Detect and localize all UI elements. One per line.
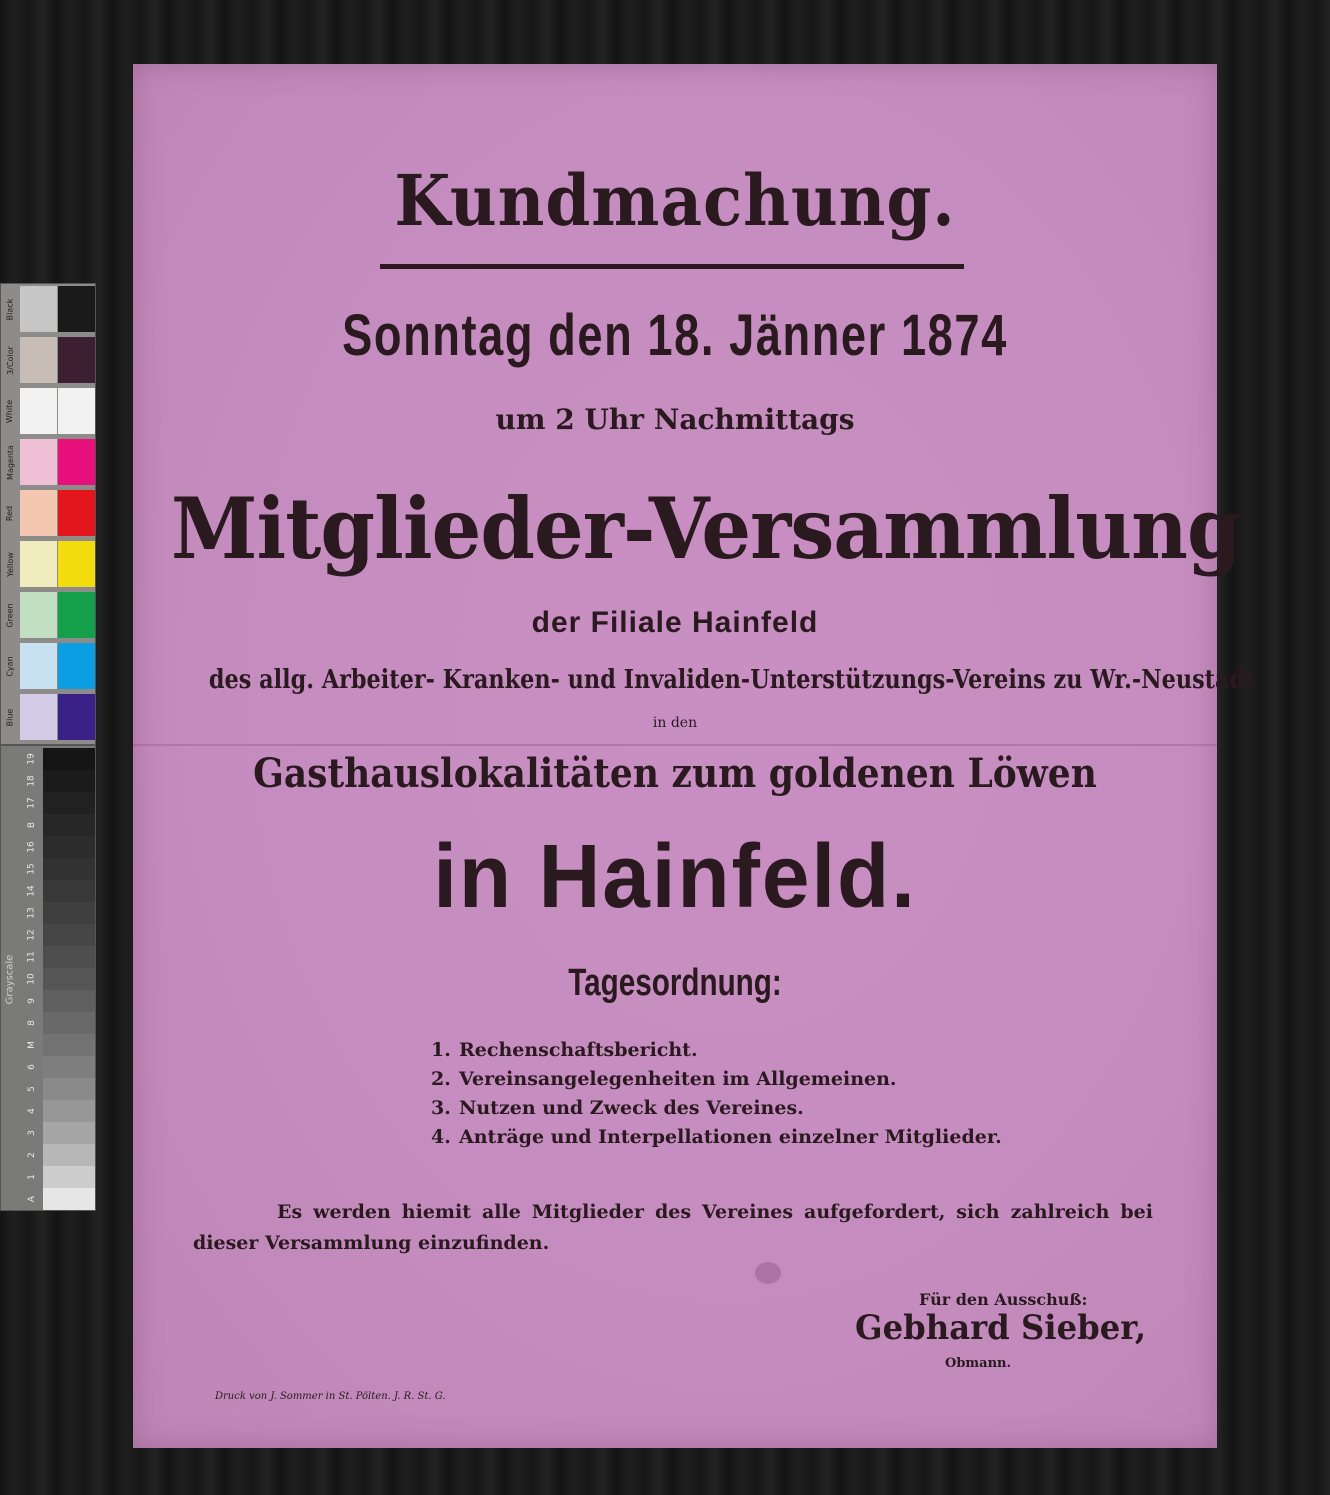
gray-step-number <box>23 1144 41 1166</box>
gray-step-number-text: 12 <box>26 929 37 941</box>
color-patch-label-text: Yellow <box>5 551 15 577</box>
color-patch-tint <box>20 439 57 485</box>
gray-step <box>43 792 95 814</box>
color-calibration-chart <box>0 283 96 745</box>
agenda-item-number: 2. <box>431 1068 451 1090</box>
color-patch-label <box>1 590 19 640</box>
color-patch-row <box>1 386 97 436</box>
call-to-members: Es werden hiemit alle Mitglieder des Vereines aufgefordert, sich zahlreich bei dieser Versammlung einzufinden. <box>193 1201 1153 1254</box>
gray-step <box>43 814 95 836</box>
gray-step <box>43 1034 95 1056</box>
agenda-item <box>431 1126 1002 1155</box>
gray-step <box>43 924 95 946</box>
paper-stain <box>755 1262 781 1284</box>
venue-name: Gasthauslokalitäten zum goldenen Löwen <box>253 750 1097 797</box>
agenda-item <box>431 1097 991 1126</box>
meeting-time: um 2 Uhr Nachmittags <box>495 403 855 436</box>
gray-step-number <box>23 1034 41 1056</box>
color-patch-tint <box>20 592 57 638</box>
branch-name: der Filiale Hainfeld <box>531 606 819 639</box>
agenda-item-text: Anträge und Interpellationen einzelner Mitglieder. <box>459 1126 1002 1148</box>
gray-step-number-text: 6 <box>26 1064 37 1070</box>
gray-step-number <box>23 836 41 858</box>
gray-step-number <box>23 1188 41 1210</box>
gray-step-number-text: 8 <box>26 1020 37 1026</box>
gray-step <box>43 1166 95 1188</box>
color-patch-label-text: White <box>5 399 15 423</box>
color-patch-solid <box>58 592 95 638</box>
place-name: in Hainfeld. <box>433 827 917 927</box>
color-patch-label <box>1 437 19 487</box>
color-patch-solid <box>58 439 95 485</box>
gray-step-number-text: 1 <box>26 1174 37 1180</box>
agenda-item-text: Rechenschaftsbericht. <box>459 1039 698 1061</box>
gray-step-number <box>23 880 41 902</box>
agenda-item-number: 3. <box>431 1097 451 1119</box>
color-patch-label <box>1 284 19 334</box>
gray-step-number <box>23 1012 41 1034</box>
color-patch-row <box>1 284 97 334</box>
printer-imprint: Druck von J. Sommer in St. Pölten. J. R. St. G. <box>215 1391 446 1402</box>
gray-step <box>43 1122 95 1144</box>
paper-fold-line <box>133 744 1217 746</box>
agenda-item-number: 4. <box>431 1126 451 1148</box>
color-patch-label <box>1 692 19 742</box>
gray-step-number <box>23 902 41 924</box>
title-underline-rule <box>380 264 964 269</box>
gray-step-number-text: 15 <box>26 863 37 875</box>
agenda-item <box>431 1039 991 1068</box>
color-patch-tint <box>20 541 57 587</box>
gray-step <box>43 858 95 880</box>
gray-step-number <box>23 770 41 792</box>
color-patch-label-text: 3/Color <box>5 345 15 375</box>
gray-step <box>43 1078 95 1100</box>
color-patch-label-text: Magenta <box>5 444 15 480</box>
gray-step-number-text: M <box>26 1041 37 1049</box>
gray-step-number <box>23 1166 41 1188</box>
color-patch-label <box>1 386 19 436</box>
gray-step <box>43 1144 95 1166</box>
color-patch-row <box>1 641 97 691</box>
color-patch-solid <box>58 490 95 536</box>
gray-step-number <box>23 858 41 880</box>
color-patch-label-text: Red <box>5 505 15 521</box>
gray-step <box>43 1056 95 1078</box>
gray-step-number <box>23 1100 41 1122</box>
gray-step-number-text: 2 <box>26 1152 37 1158</box>
gray-step-number <box>23 990 41 1012</box>
color-patch-solid <box>58 286 95 332</box>
gray-step-number <box>23 946 41 968</box>
agenda-heading: Tagesordnung: <box>568 962 782 1004</box>
gray-step-number <box>23 814 41 836</box>
gray-step <box>43 1012 95 1034</box>
agenda-list <box>431 1039 1002 1155</box>
gray-step-number <box>23 968 41 990</box>
gray-step-number-text: 14 <box>26 885 37 897</box>
agenda-item-text: Nutzen und Zweck des Vereines. <box>459 1097 804 1119</box>
color-patch-solid <box>58 388 95 434</box>
gray-step-number-text: 10 <box>26 973 37 985</box>
association-name: des allg. Arbeiter- Kranken- und Invaliden-Unterstützungs-Vereins zu Wr.-Neustadt <box>208 665 1256 695</box>
color-patch-row <box>1 692 97 742</box>
color-patch-tint <box>20 337 57 383</box>
gray-step <box>43 1100 95 1122</box>
color-patch-label <box>1 488 19 538</box>
gray-step-number <box>23 1078 41 1100</box>
gray-step-number-text: 18 <box>26 775 37 787</box>
color-patch-solid <box>58 643 95 689</box>
gray-step-number-text: 16 <box>26 841 37 853</box>
color-patch-tint <box>20 388 57 434</box>
color-patch-label-text: Black <box>5 298 15 320</box>
gray-step <box>43 836 95 858</box>
color-patch-label-text: Green <box>5 602 15 628</box>
agenda-item-number: 1. <box>431 1039 451 1061</box>
gray-step-number-text: 19 <box>26 753 37 765</box>
color-patch-tint <box>20 286 57 332</box>
color-patch-row <box>1 488 97 538</box>
gray-step <box>43 1188 95 1210</box>
meeting-date: Sonntag den 18. Jänner 1874 <box>342 303 1008 368</box>
gray-step-number <box>23 748 41 770</box>
gray-step-number-text: 3 <box>26 1130 37 1136</box>
gray-step <box>43 748 95 770</box>
color-patch-row <box>1 539 97 589</box>
color-patch-tint <box>20 490 57 536</box>
poster-title: Kundmachung. <box>394 159 956 242</box>
color-patch-label <box>1 641 19 691</box>
gray-step-number <box>23 1122 41 1144</box>
gray-step-number-text: 9 <box>26 998 37 1004</box>
event-heading: Mitglieder-Versammlung <box>170 479 1241 578</box>
color-patch-label <box>1 539 19 589</box>
gray-step <box>43 902 95 924</box>
grayscale-label <box>1 746 19 1212</box>
signature-committee: Für den Ausschuß: <box>919 1290 1088 1309</box>
gray-step-number <box>23 1056 41 1078</box>
gray-step <box>43 990 95 1012</box>
agenda-item-text: Vereinsangelegenheiten im Allgemeinen. <box>459 1068 897 1090</box>
color-patch-label-text: Cyan <box>5 655 15 677</box>
signature-role: Obmann. <box>945 1356 1012 1371</box>
gray-step <box>43 770 95 792</box>
gray-step-number <box>23 924 41 946</box>
gray-step-number-text: B <box>27 821 37 829</box>
agenda-item <box>431 1068 991 1097</box>
gray-step-number-text: 13 <box>26 907 37 919</box>
color-patch-row <box>1 335 97 385</box>
gray-step <box>43 946 95 968</box>
gray-step-number-text: A <box>26 1195 37 1203</box>
signature-name: Gebhard Sieber, <box>855 1308 1147 1348</box>
gray-step-number-text: 5 <box>26 1086 37 1092</box>
color-patch-solid <box>58 541 95 587</box>
color-patch-row <box>1 437 97 487</box>
poster-sheet <box>133 64 1256 1448</box>
gray-step-number-text: 11 <box>26 951 37 963</box>
color-patch-row <box>1 590 97 640</box>
in-den-text: in den <box>652 715 698 731</box>
color-patch-label-text: Blue <box>5 708 15 726</box>
gray-step-number-text: 4 <box>26 1108 37 1114</box>
color-patch-tint <box>20 694 57 740</box>
color-patch-solid <box>58 337 95 383</box>
gray-step <box>43 880 95 902</box>
grayscale-label-text: Grayscale <box>4 954 16 1004</box>
gray-step-number-text: 17 <box>26 797 37 809</box>
color-patch-tint <box>20 643 57 689</box>
grayscale-calibration-chart <box>0 745 96 1211</box>
color-patch-solid <box>58 694 95 740</box>
color-patch-label <box>1 335 19 385</box>
gray-step-number <box>23 792 41 814</box>
gray-step <box>43 968 95 990</box>
